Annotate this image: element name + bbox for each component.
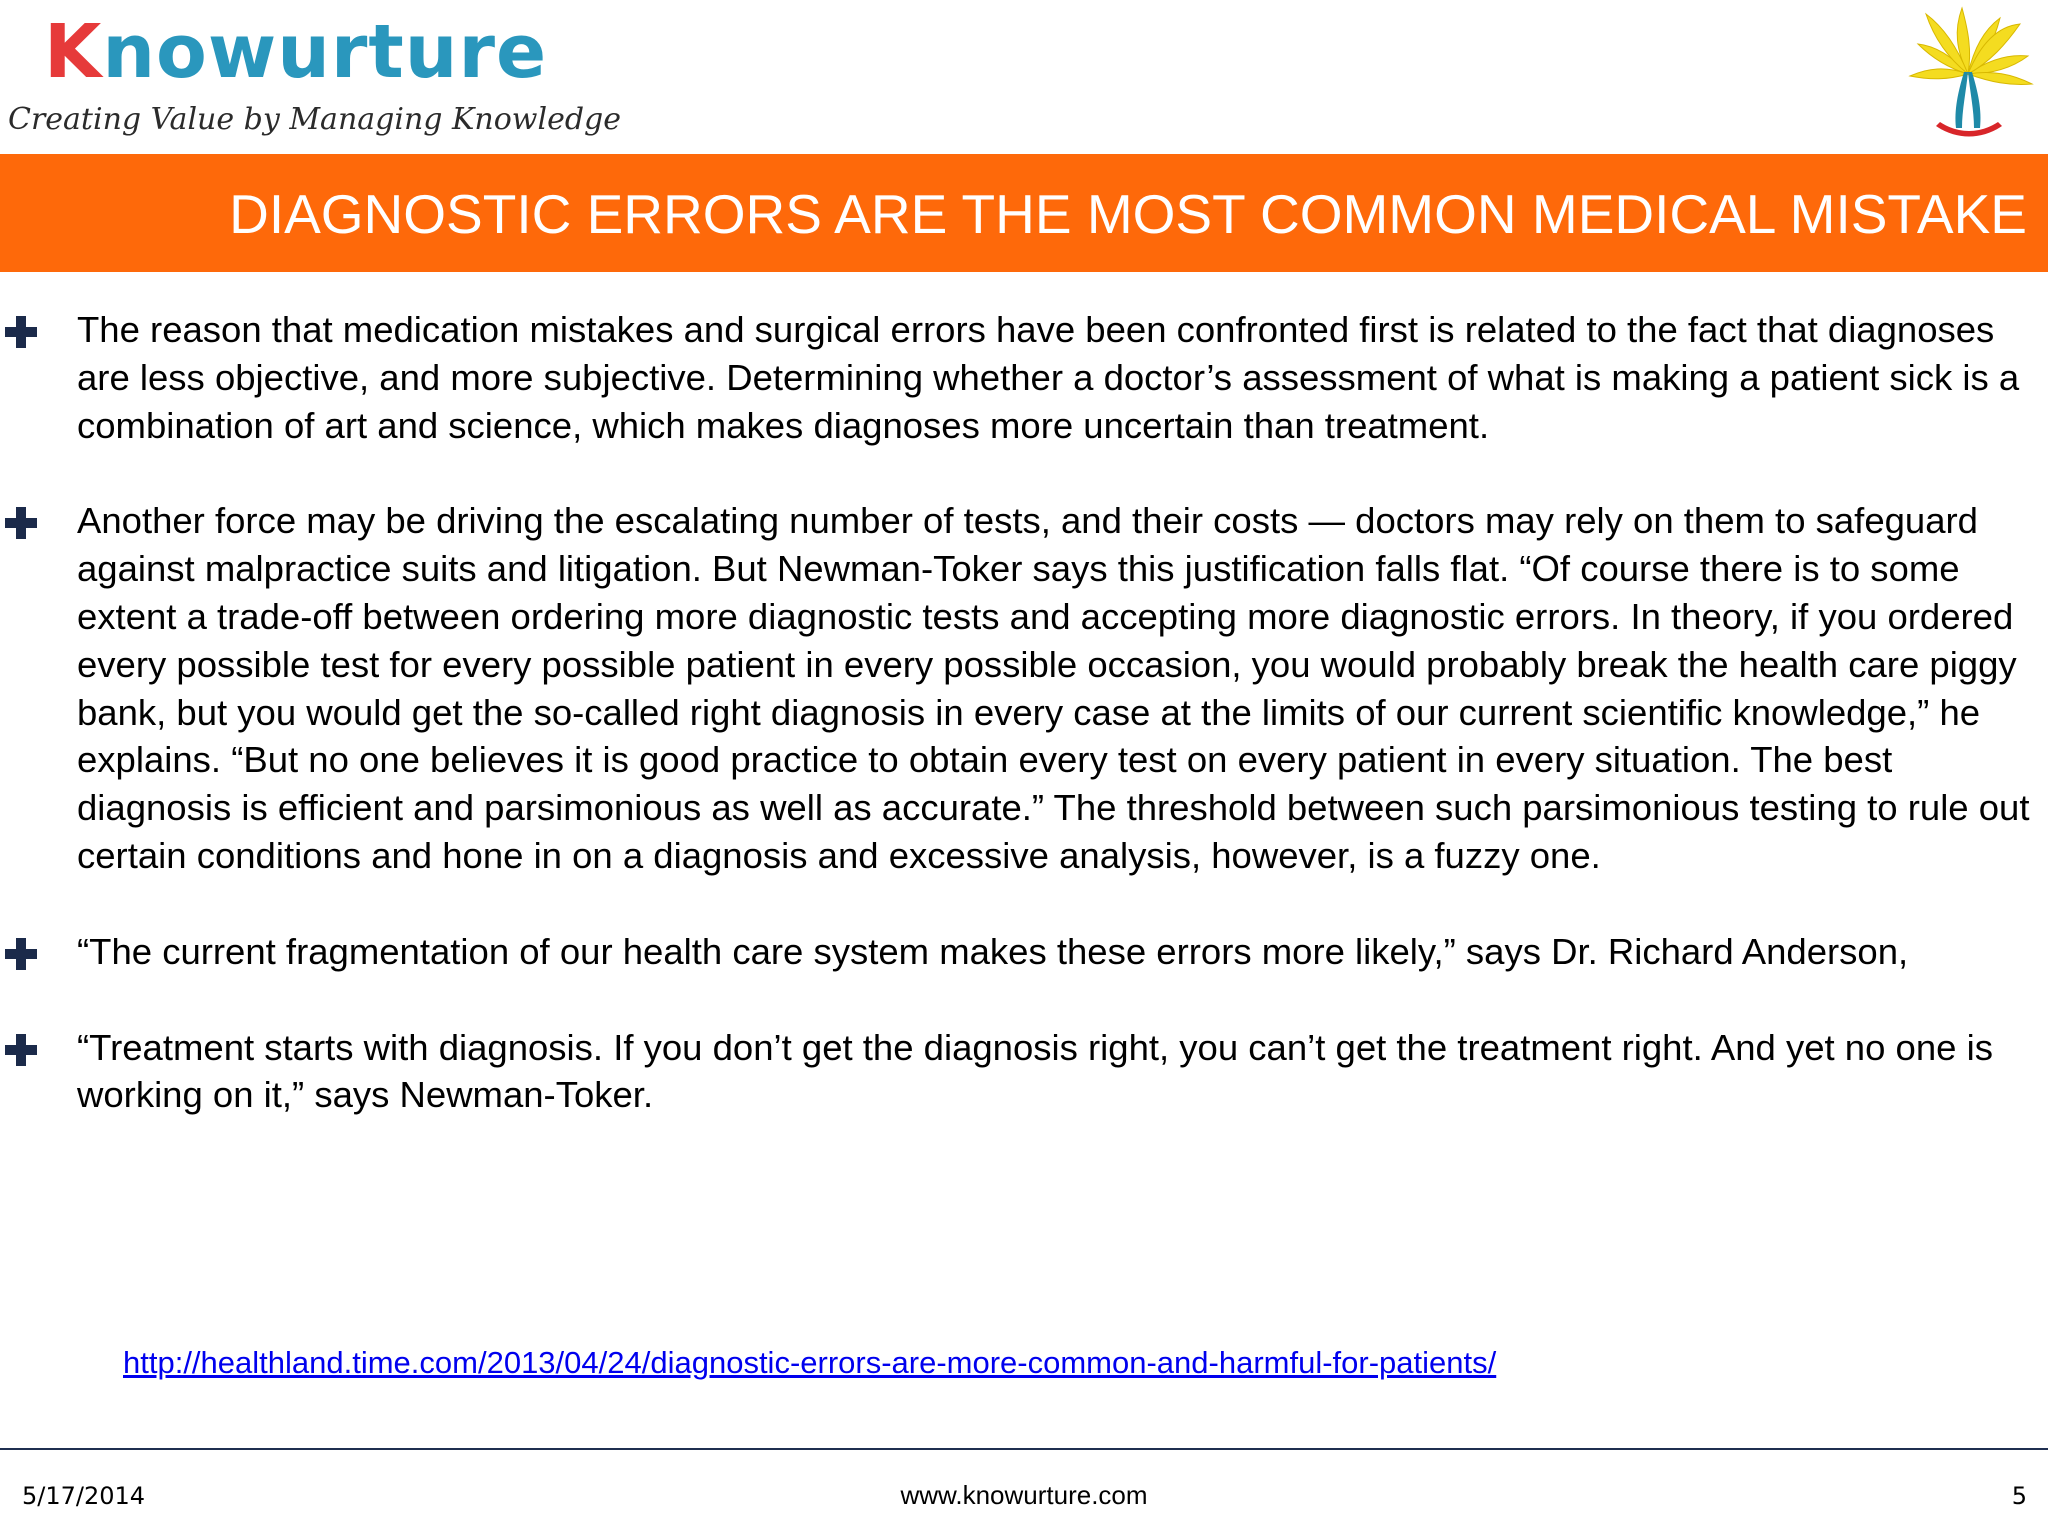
page-number: 5: [2011, 1482, 2027, 1510]
bullet-item: [0, 1024, 2048, 1120]
bullet-text: “The current fragmentation of our health care system makes these errors more likely,” says Dr. Richard Anderson,: [77, 930, 1909, 972]
footer-website: www.knowurture.com: [900, 1480, 1148, 1510]
wordmark-first-letter: K: [44, 9, 103, 95]
footer-date: 5/17/2014: [22, 1482, 146, 1510]
tree-logo-icon: [1896, 0, 2040, 142]
title-bar: [0, 154, 2048, 272]
brand-wordmark: [44, 4, 547, 100]
plus-icon: [5, 1034, 37, 1066]
source-link[interactable]: http://healthland.time.com/2013/04/24/diagnostic-errors-are-more-common-and-harmful-for-patients/: [123, 1345, 1497, 1380]
wordmark-rest: nowurture: [102, 9, 548, 95]
bullet-item: [0, 497, 2048, 879]
bullet-text: Another force may be driving the escalating number of tests, and their costs — doctors may rely on them to safeguard against malpractice suits and litigation. But Newman-Toker says this justification falls flat. “Of course there is to some extent a trade-off between ordering more diagnostic tests and accepting more diagnostic errors. In theory, if you ordered every possible test for every possible patient in every possible occasion, you would probably break the health care piggy bank, but you would get the so-called right diagnosis in every case at the limits of our current scientific knowledge,” he explains. “But no one believes it is good practice to obtain every test on every patient in every situation. The best diagnosis is efficient and parsimonious as well as accurate.” The threshold between such parsimonious testing to rule out certain conditions and hone in on a diagnosis and excessive analysis, however, is a fuzzy one.: [77, 500, 2030, 876]
bullet-list: [0, 306, 2048, 1119]
bullet-item: [0, 928, 2048, 976]
slide-title: DIAGNOSTIC ERRORS ARE THE MOST COMMON MEDICAL MISTAKE: [229, 183, 2027, 245]
plus-icon: [5, 316, 37, 348]
bullet-text: The reason that medication mistakes and surgical errors have been confronted first is related to the fact that diagnoses are less objective, and more subjective. Determining whether a doctor’s assessment of what is making a patient sick is a combination of art and science, which makes diagnoses more uncertain than treatment.: [77, 309, 2020, 446]
footer-divider: [0, 1448, 2048, 1450]
bullet-item: [0, 306, 2048, 449]
brand-tagline: Creating Value by Managing Knowledge: [8, 102, 621, 137]
plus-icon: [5, 938, 37, 970]
bullet-text: “Treatment starts with diagnosis. If you don’t get the diagnosis right, you can’t get the treatment right. And yet no one is working on it,” says Newman-Toker.: [77, 1026, 1993, 1116]
plus-icon: [5, 507, 37, 539]
